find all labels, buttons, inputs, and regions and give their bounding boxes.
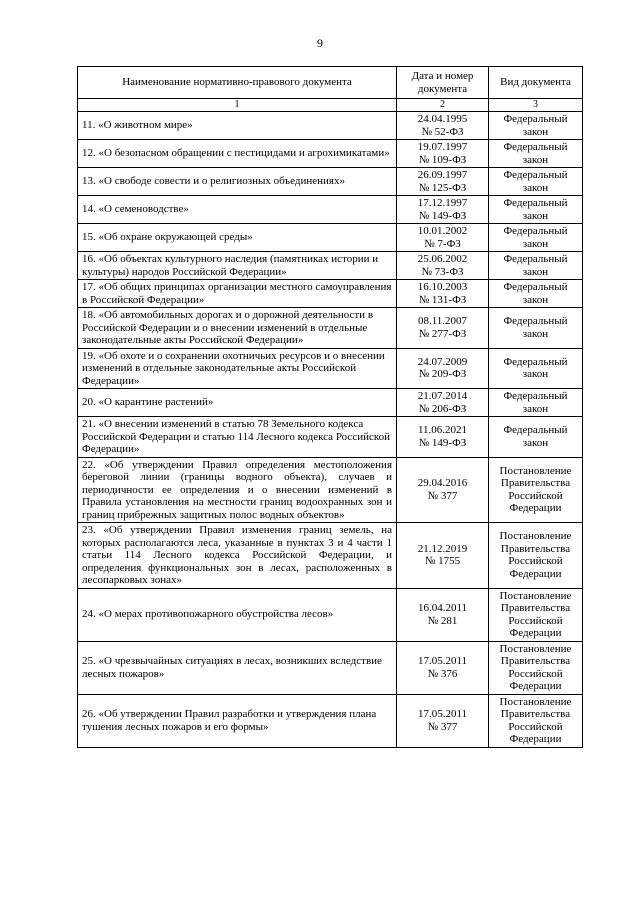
document-type: Федеральный закон bbox=[489, 168, 583, 196]
document-number: № 377 bbox=[427, 720, 458, 733]
document-name: 20. «О карантине растений» bbox=[78, 389, 397, 417]
document-date: 24.07.2009 bbox=[417, 355, 468, 368]
document-number: № 73-ФЗ bbox=[421, 265, 464, 278]
document-number: № 149-ФЗ bbox=[418, 209, 467, 222]
document-type: Федеральный закон bbox=[489, 280, 583, 308]
document-number: № 377 bbox=[427, 489, 458, 502]
table-row bbox=[78, 417, 583, 458]
table-row bbox=[78, 641, 583, 694]
table-row bbox=[78, 168, 583, 196]
document-number: № 109-ФЗ bbox=[418, 153, 467, 166]
document-date: 21.12.2019 bbox=[417, 542, 468, 555]
document-number: № 277-ФЗ bbox=[418, 327, 467, 340]
table-row bbox=[78, 196, 583, 224]
document-date: 10.01.2002 bbox=[417, 225, 468, 237]
document-number: № 1755 bbox=[424, 555, 461, 568]
document-date: 16.04.2011 bbox=[417, 602, 468, 614]
table-row bbox=[78, 588, 583, 641]
document-type: Федеральный закон bbox=[489, 308, 583, 349]
document-date-number bbox=[397, 196, 489, 224]
document-date: 24.04.1995 bbox=[417, 113, 468, 125]
document-number: № 281 bbox=[427, 614, 458, 627]
document-date-number bbox=[397, 308, 489, 349]
document-number: № 125-ФЗ bbox=[418, 181, 467, 194]
document-number: № 376 bbox=[427, 667, 458, 680]
document-date: 08.11.2007 bbox=[417, 315, 468, 328]
table-row bbox=[78, 457, 583, 523]
table-row bbox=[78, 523, 583, 589]
document-number: № 7-ФЗ bbox=[424, 237, 461, 250]
document-type: Федеральный закон bbox=[489, 196, 583, 224]
document-number: № 131-ФЗ bbox=[418, 293, 467, 306]
document-name: 23. «Об утверждении Правил изменения границ земель, на которых располагаются леса, указанные в пунктах 3 и 4 части 1 статьи 114 Лесного кодекса Российской Федерации, и определения функциональных зон в лесах, расположенных в лесопарковых зонах» bbox=[78, 523, 397, 589]
document-name: 11. «О животном мире» bbox=[78, 112, 397, 140]
page-number: 9 bbox=[317, 36, 323, 50]
header-name: Наименование нормативно-правового документа bbox=[78, 67, 397, 99]
document-name: 22. «Об утверждении Правил определения местоположения береговой линии (границы водного объекта), случаев и периодичности ее определения и о внесении изменений в Правила установления на местности границ водоохранных зон и границ прибрежных защитных полос водных объектов» bbox=[78, 457, 397, 523]
document-date-number bbox=[397, 523, 489, 589]
document-name: 16. «Об объектах культурного наследия (памятниках истории и культуры) народов Российской Федерации» bbox=[78, 252, 397, 280]
column-number: 3 bbox=[489, 99, 583, 112]
table-row bbox=[78, 224, 583, 252]
document-type: Постановление Правительства Российской Федерации bbox=[489, 641, 583, 694]
document-number: № 52-ФЗ bbox=[421, 125, 464, 138]
document-number: № 206-ФЗ bbox=[418, 402, 467, 415]
document-name: 14. «О семеноводстве» bbox=[78, 196, 397, 224]
document-date-number bbox=[397, 641, 489, 694]
document-date: 17.05.2011 bbox=[417, 655, 468, 667]
document-type: Федеральный закон bbox=[489, 112, 583, 140]
column-number: 1 bbox=[78, 99, 397, 112]
column-numbers-row bbox=[78, 99, 583, 112]
table-row bbox=[78, 389, 583, 417]
document-date: 19.07.1997 bbox=[417, 141, 468, 153]
column-number: 2 bbox=[397, 99, 489, 112]
document-name: 25. «О чрезвычайных ситуациях в лесах, возникших вследствие лесных пожаров» bbox=[78, 641, 397, 694]
document-type: Федеральный закон bbox=[489, 348, 583, 389]
document-name: 26. «Об утверждении Правил разработки и утверждения плана тушения лесных пожаров и его формы» bbox=[78, 694, 397, 747]
document-name: 21. «О внесении изменений в статью 78 Земельного кодекса Российской Федерации и статью 114 Лесного кодекса Российской Федерации» bbox=[78, 417, 397, 458]
document-date-number bbox=[397, 694, 489, 747]
document-type: Федеральный закон bbox=[489, 224, 583, 252]
document-number: № 209-ФЗ bbox=[418, 368, 467, 381]
document-date-number bbox=[397, 389, 489, 417]
documents-table bbox=[77, 66, 583, 748]
table-row bbox=[78, 348, 583, 389]
document-date: 11.06.2021 bbox=[417, 424, 468, 437]
document-name: 13. «О свободе совести и о религиозных объединениях» bbox=[78, 168, 397, 196]
document-date: 29.04.2016 bbox=[417, 477, 468, 490]
document-date-number bbox=[397, 252, 489, 280]
table-row bbox=[78, 112, 583, 140]
table-row bbox=[78, 280, 583, 308]
document-name: 15. «Об охране окружающей среды» bbox=[78, 224, 397, 252]
document-type: Федеральный закон bbox=[489, 252, 583, 280]
document-name: 12. «О безопасном обращении с пестицидами и агрохимикатами» bbox=[78, 140, 397, 168]
header-date: Дата и номер документа bbox=[397, 67, 489, 99]
document-type: Постановление Правительства Российской Федерации bbox=[489, 523, 583, 589]
table-row bbox=[78, 140, 583, 168]
document-type: Федеральный закон bbox=[489, 140, 583, 168]
document-date: 16.10.2003 bbox=[417, 281, 468, 293]
document-date: 21.07.2014 bbox=[417, 390, 468, 402]
table-row bbox=[78, 308, 583, 349]
document-date-number bbox=[397, 417, 489, 458]
document-date-number bbox=[397, 280, 489, 308]
document-type: Постановление Правительства Российской Федерации bbox=[489, 457, 583, 523]
document-date-number bbox=[397, 348, 489, 389]
table-row bbox=[78, 694, 583, 747]
document-date-number bbox=[397, 140, 489, 168]
document-date-number bbox=[397, 168, 489, 196]
table-header-row bbox=[78, 67, 583, 99]
document-date-number bbox=[397, 112, 489, 140]
table-row bbox=[78, 252, 583, 280]
document-date: 26.09.1997 bbox=[417, 169, 468, 181]
document-date-number bbox=[397, 588, 489, 641]
document-number: № 149-ФЗ bbox=[418, 436, 467, 449]
document-date: 25.06.2002 bbox=[417, 253, 468, 265]
document-date: 17.12.1997 bbox=[417, 197, 468, 209]
header-type: Вид документа bbox=[489, 67, 583, 99]
document-type: Федеральный закон bbox=[489, 417, 583, 458]
document-date-number bbox=[397, 457, 489, 523]
table-body bbox=[78, 112, 583, 748]
document-date-number bbox=[397, 224, 489, 252]
document-name: 18. «Об автомобильных дорогах и о дорожной деятельности в Российской Федерации и о внесении изменений в отдельные законодательные акты Российской Федерации» bbox=[78, 308, 397, 349]
document-name: 17. «Об общих принципах организации местного самоуправления в Российской Федерации» bbox=[78, 280, 397, 308]
document-name: 19. «Об охоте и о сохранении охотничьих ресурсов и о внесении изменений в отдельные законодательные акты Российской Федерации» bbox=[78, 348, 397, 389]
document-type: Постановление Правительства Российской Федерации bbox=[489, 694, 583, 747]
document-type: Федеральный закон bbox=[489, 389, 583, 417]
document-type: Постановление Правительства Российской Федерации bbox=[489, 588, 583, 641]
document-date: 17.05.2011 bbox=[417, 708, 468, 720]
document-name: 24. «О мерах противопожарного обустройства лесов» bbox=[78, 588, 397, 641]
